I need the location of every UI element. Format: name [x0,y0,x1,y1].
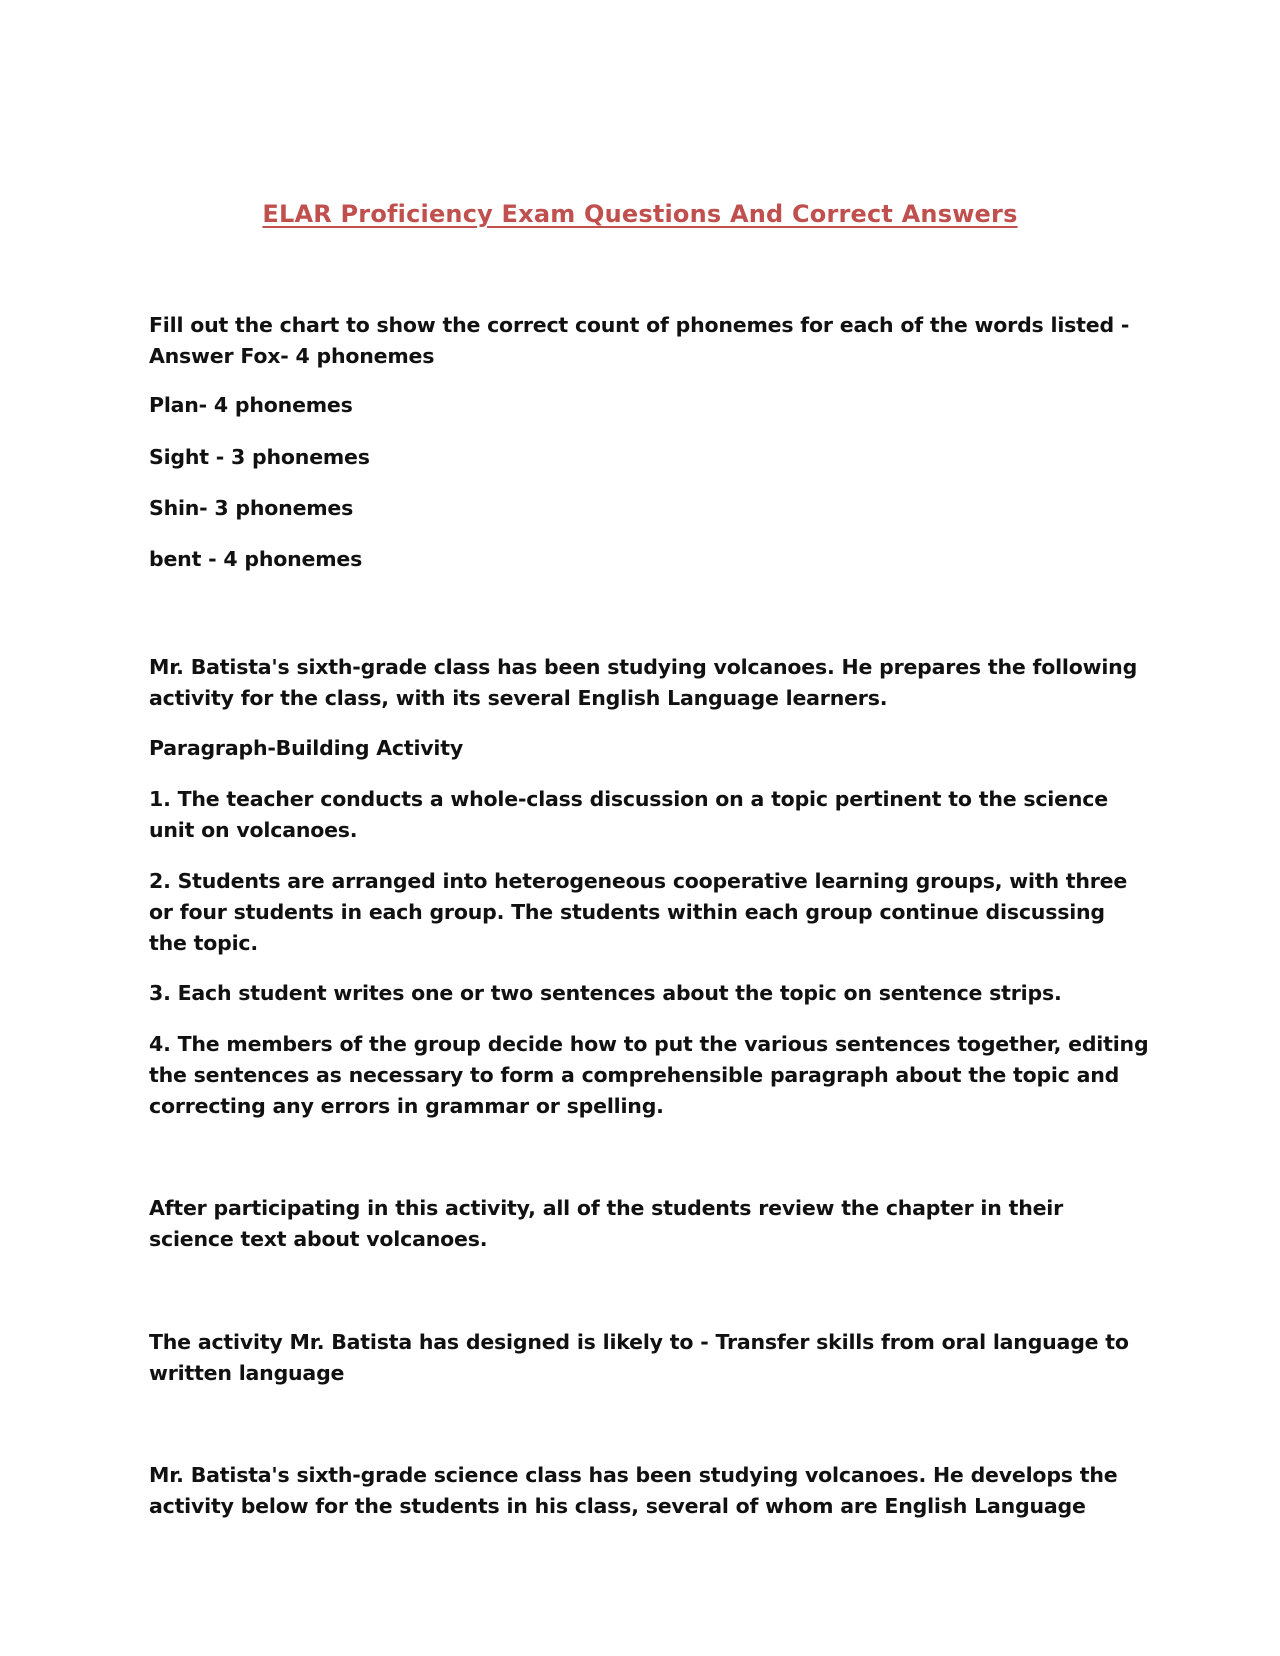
paragraph-sight: Sight - 3 phonemes [149,445,370,469]
paragraph-phoneme-question: Fill out the chart to show the correct count of phonemes for each of the words listed - Answer Fox- 4 phonemes [149,313,1130,368]
paragraph-after-activity: After participating in this activity, all of the students review the chapter in their science text about volcanoes. [149,1196,1064,1251]
paragraph-step-2: 2. Students are arranged into heterogeneous cooperative learning groups, with three or four students in each group. The students within each group continue discussing the topic. [149,869,1128,955]
paragraph-activity-heading: Paragraph-Building Activity [149,736,464,760]
paragraph-plan: Plan- 4 phonemes [149,393,353,417]
paragraph-answer: The activity Mr. Batista has designed is likely to - Transfer skills from oral language to written language [149,1330,1129,1385]
document-title: ELAR Proficiency Exam Questions And Correct Answers [262,200,1018,228]
paragraph-batista-second: Mr. Batista's sixth-grade science class has been studying volcanoes. He develops the activity below for the students in his class, several of whom are English Language [149,1463,1118,1518]
paragraph-step-4: 4. The members of the group decide how to put the various sentences together, editing the sentences as necessary to form a comprehensible paragraph about the topic and correcting any errors in grammar or spelling. [149,1032,1149,1118]
paragraph-batista-intro: Mr. Batista's sixth-grade class has been studying volcanoes. He prepares the following activity for the class, with its several English Language learners. [149,655,1138,710]
paragraph-shin: Shin- 3 phonemes [149,496,354,520]
paragraph-bent: bent - 4 phonemes [149,547,363,571]
paragraph-step-1: 1. The teacher conducts a whole-class discussion on a topic pertinent to the science unit on volcanoes. [149,787,1108,842]
paragraph-step-3: 3. Each student writes one or two sentences about the topic on sentence strips. [149,981,1062,1005]
